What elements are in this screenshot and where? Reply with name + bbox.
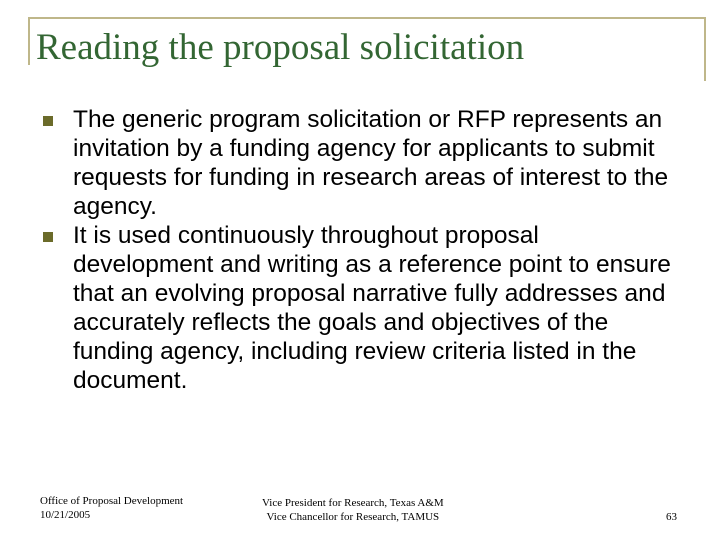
frame-top-line: [28, 17, 706, 19]
bullet-list: [40, 105, 680, 395]
bullet-item: [40, 105, 680, 221]
footer-left: [40, 494, 183, 522]
footer-date: 10/21/2005: [40, 509, 91, 521]
square-bullet-icon: [43, 116, 53, 126]
footer-vc-research: Vice Chancellor for Research, TAMUS: [266, 511, 440, 523]
frame-left-line: [28, 17, 30, 65]
bullet-text: The generic program solicitation or RFP represents an invitation by a funding agency for applicants to submit requests for funding in research areas of interest to the agency.: [73, 106, 669, 220]
page-number: 63: [666, 511, 677, 523]
frame-right-line: [704, 17, 706, 81]
square-bullet-icon: [43, 232, 53, 242]
footer-vp-research: Vice President for Research, Texas A&M: [262, 497, 444, 509]
bullet-text: It is used continuously throughout proposal development and writing as a reference point to ensure that an evolving proposal narrative fully addresses and accurately reflects the goals and objectives of the funding agency, including review criteria listed in the document.: [73, 222, 671, 394]
footer-center: [262, 496, 444, 524]
footer-office: Office of Proposal Development: [40, 495, 184, 507]
bullet-item: [40, 221, 680, 395]
slide-title: Reading the proposal solicitation: [36, 27, 525, 68]
